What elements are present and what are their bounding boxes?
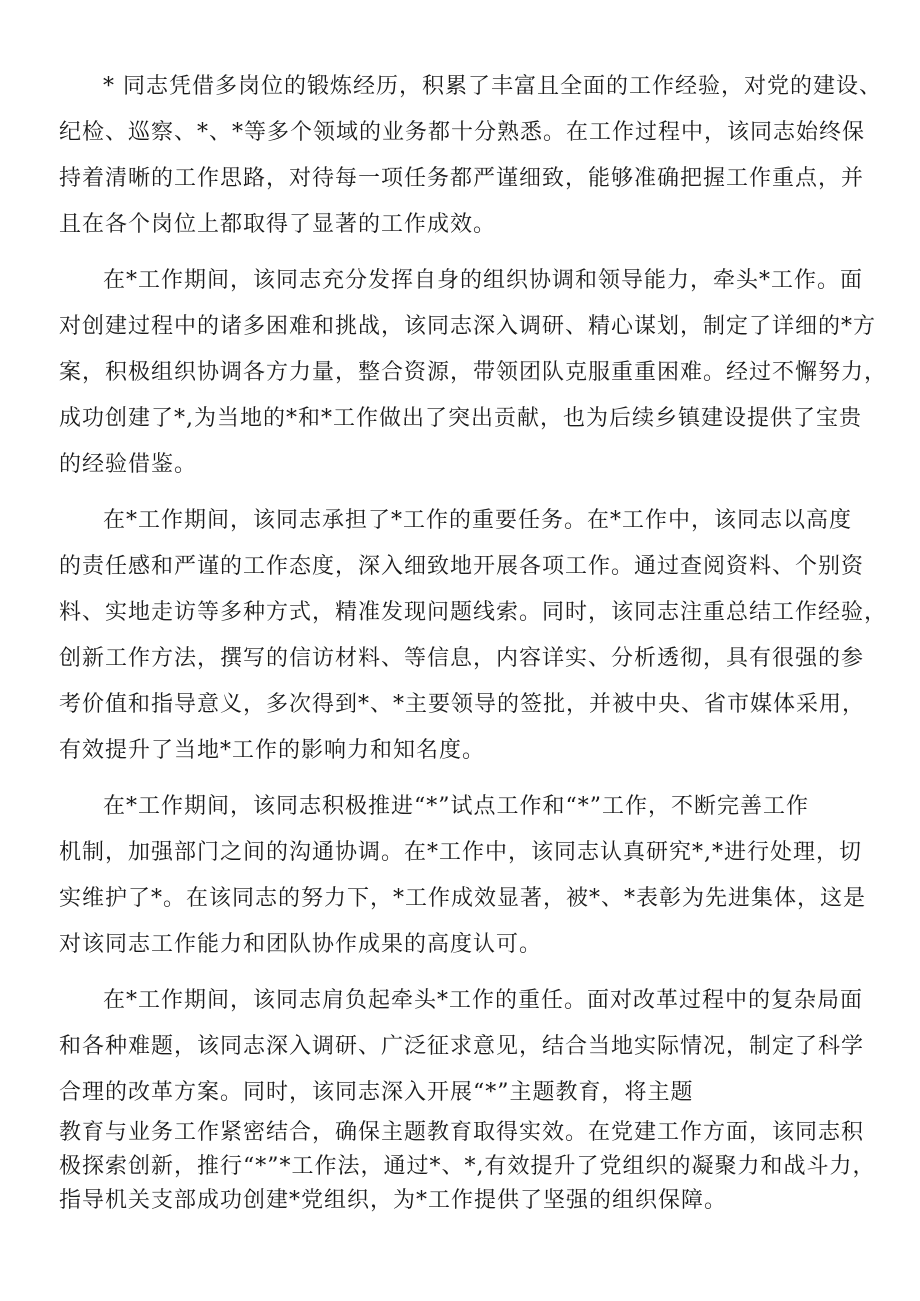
text-line: 案，积极组织协调各方力量，整合资源，带领团队克服重重困难。经过不懈努力， (59, 360, 888, 385)
text-line: 且在各个岗位上都取得了显著的工作成效。 (59, 212, 497, 237)
text-line: 考价值和指导意义，多次得到*、*主要领导的签批，并被中央、省市媒体采用， (59, 692, 866, 717)
text-line: 在*工作期间，该同志承担了*工作的重要任务。在*工作中，该同志以高度 (103, 508, 853, 533)
text-line: 极探索创新，推行“*”*工作法，通过*、*,有效提升了党组织的凝聚力和战斗力， (59, 1154, 876, 1179)
paragraph-inspection (59, 498, 888, 774)
text-line: 成功创建了*,为当地的*和*工作做出了突出贡献，也为后续乡镇建设提供了宝贵 (59, 406, 862, 431)
text-line: 在*工作期间，该同志肩负起牵头*工作的重任。面对改革过程中的复杂局面 (103, 988, 864, 1013)
paragraph-pilot-work (59, 784, 879, 968)
text-line: 持着清晰的工作思路，对待每一项任务都严谨细致，能够准确把握工作重点，并 (59, 166, 865, 191)
paragraph-experience (59, 64, 882, 248)
text-line: 和各种难题，该同志深入调研、广泛征求意见，结合当地实际情况，制定了科学 (59, 1034, 865, 1059)
text-line: 的责任感和严谨的工作态度，深入细致地开展各项工作。通过查阅资料、个别资 (59, 554, 865, 579)
text-line: 合理的改革方案。同时，该同志深入开展“*”主题教育，将主题 (59, 1080, 694, 1105)
text-line: 创新工作方法，撰写的信访材料、等信息，内容详实、分析透彻，具有很强的参 (59, 646, 865, 671)
paragraph-coordination (59, 258, 888, 488)
paragraph-reform (59, 978, 879, 1218)
text-line: 对创建过程中的诸多困难和挑战，该同志深入调研、精心谋划，制定了详细的*方 (59, 314, 877, 339)
text-line: 指导机关支部成功创建*党组织，为*工作提供了坚强的组织保障。 (59, 1188, 728, 1213)
text-line: 实维护了*。在该同志的努力下，*工作成效显著，被*、*表彰为先进集体，这是 (59, 886, 867, 911)
text-line: 的经验借鉴。 (59, 452, 198, 477)
text-line: 在*工作期间，该同志充分发挥自身的组织协调和领导能力，牵头*工作。面 (103, 268, 864, 293)
text-line: 有效提升了当地*工作的影响力和知名度。 (59, 738, 486, 763)
text-line: 料、实地走访等多种方式，精准发现问题线索。同时，该同志注重总结工作经验， (59, 600, 888, 625)
text-line: 机制，加强部门之间的沟通协调。在*工作中，该同志认真研究*,*进行处理，切 (59, 840, 862, 865)
text-line: 教育与业务工作紧密结合，确保主题教育取得实效。在党建工作方面，该同志积 (59, 1120, 865, 1145)
text-line: * 同志凭借多岗位的锻炼经历，积累了丰富且全面的工作经验，对党的建设、 (103, 74, 882, 99)
text-line: 在*工作期间，该同志积极推进“*”试点工作和“*”工作，不断完善工作 (103, 794, 809, 819)
text-line: 纪检、巡察、*、*等多个领域的业务都十分熟悉。在工作过程中，该同志始终保 (59, 120, 866, 145)
text-line: 对该同志工作能力和团队协作成果的高度认可。 (59, 932, 543, 957)
